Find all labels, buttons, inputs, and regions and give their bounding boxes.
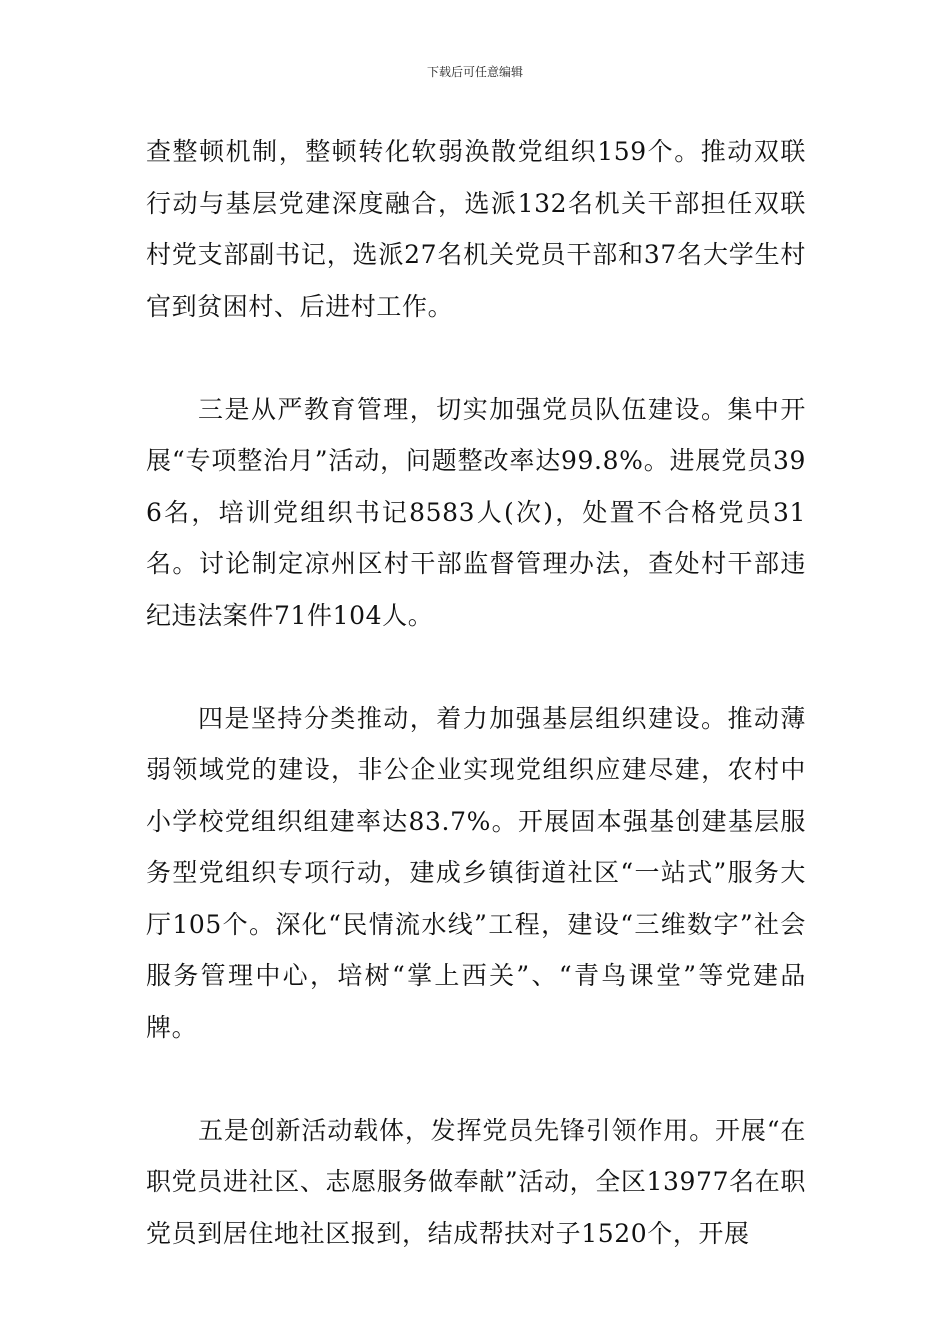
paragraph-continuation: 查整顿机制，整顿转化软弱涣散党组织159个。推动双联行动与基层党建深度融合，选派132名机关干部担任双联村党支部副书记，选派27名机关党员干部和37名大学生村官到贫困村、后进村工作。 bbox=[146, 137, 806, 321]
paragraph-grassroots-organization: 四是坚持分类推动，着力加强基层组织建设。推动薄弱领域党的建设，非公企业实现党组织应建尽建，农村中小学校党组织组建率达83.7%。开展固本强基创建基层服务型党组织专项行动，建成乡镇街道社区“一站式”服务大厅105个。深化“民情流水线”工程，建设“三维数字”社会服务管理中心，培树“掌上西关”、“青鸟课堂”等党建品牌。 bbox=[146, 703, 806, 1042]
document-body bbox=[146, 126, 806, 1259]
paragraph-gap bbox=[146, 1053, 806, 1105]
paragraph-gap bbox=[146, 641, 806, 693]
paragraph-party-member-management: 三是从严教育管理，切实加强党员队伍建设。集中开展“专项整治月”活动，问题整改率达99.8%。进展党员396名，培训党组织书记8583人(次)，处置不合格党员31名。讨论制定凉州区村干部监督管理办法，查处村干部违纪违法案件71件104人。 bbox=[146, 394, 806, 630]
page-header-note: 下载后可任意编辑 bbox=[426, 65, 523, 79]
paragraph-gap bbox=[146, 332, 806, 384]
paragraph-activity-innovation: 五是创新活动载体，发挥党员先锋引领作用。开展“在职党员进社区、志愿服务做奉献”活动，全区13977名在职党员到居住地社区报到，结成帮扶对子1520个，开展 bbox=[146, 1115, 806, 1248]
